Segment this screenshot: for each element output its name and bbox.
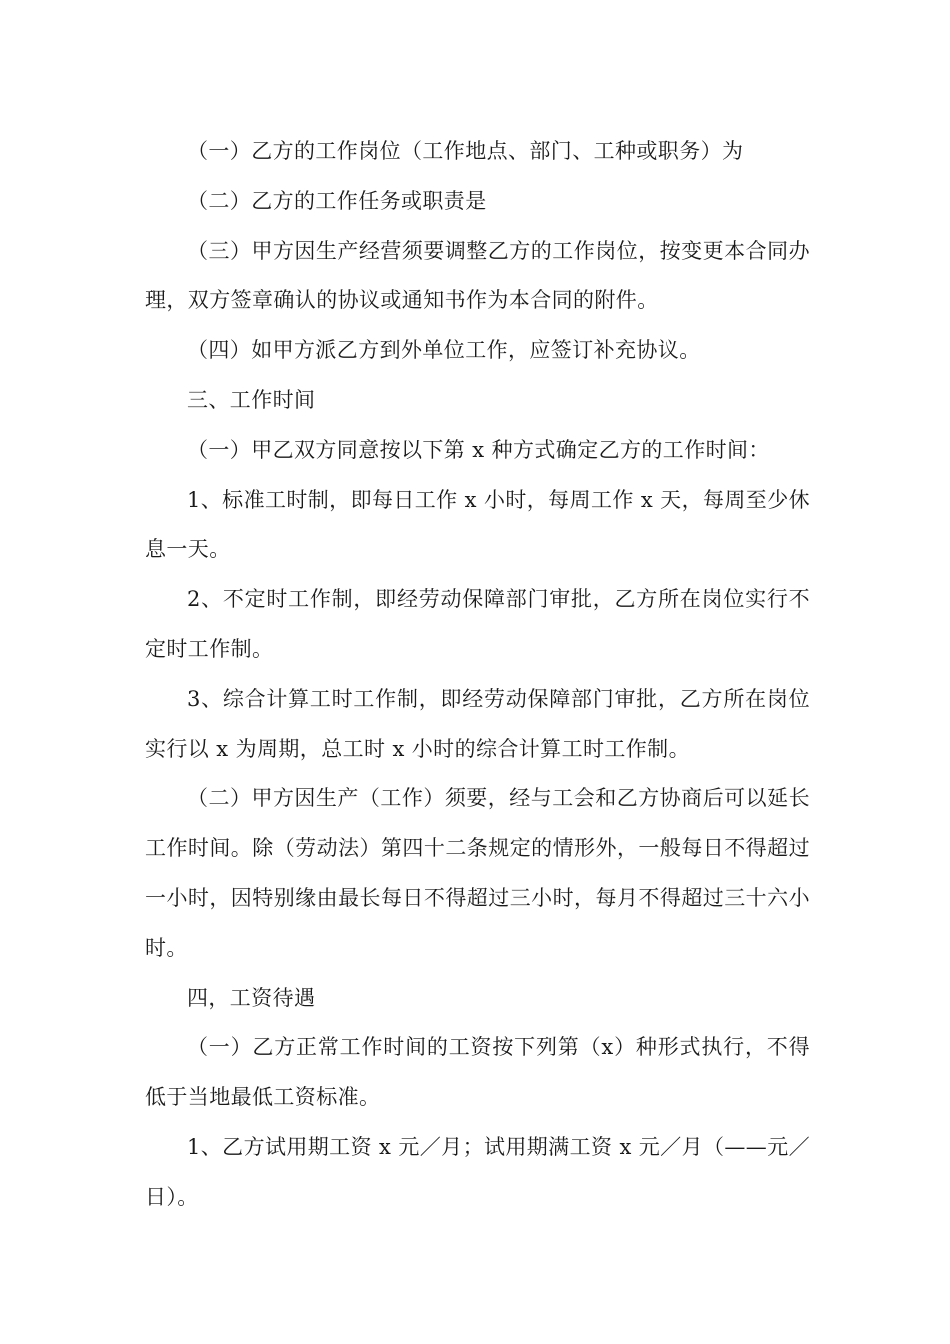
section-heading-wages: 四，工资待遇 (187, 985, 316, 1010)
paragraph-position-adjustment: （三）甲方因生产经营须要调整乙方的工作岗位，按变更本合同办理，双方签章确认的协议或通知书作为本合同的附件。 (145, 238, 810, 313)
paragraph-working-time-method: （一）甲乙双方同意按以下第 x 种方式确定乙方的工作时间： (187, 437, 770, 462)
paragraph-job-duties: （二）乙方的工作任务或职责是 (187, 188, 487, 213)
paragraph-job-position: （一）乙方的工作岗位（工作地点、部门、工种或职务）为 (187, 139, 744, 163)
section-heading-working-hours: 三、工作时间 (187, 387, 316, 412)
paragraph-standard-hours: 1、标准工时制，即每日工作 x 小时，每周工作 x 天，每周至少休息一天。 (145, 487, 810, 562)
paragraph-overtime: （二）甲方因生产（工作）须要，经与工会和乙方协商后可以延长工作时间。除（劳动法）第四十二条规定的情形外，一般每日不得超过一小时，因特别缘由最长每日不得超过三小时，每月不得超过三十六小时。 (145, 786, 810, 960)
paragraph-comprehensive-hours: 3、综合计算工时工作制，即经劳动保障部门审批，乙方所在岗位实行以 x 为周期，总工时 x 小时的综合计算工时工作制。 (145, 686, 810, 761)
paragraph-external-assignment: （四）如甲方派乙方到外单位工作，应签订补充协议。 (187, 338, 701, 363)
paragraph-probation-wage: 1、乙方试用期工资 x 元／月；试用期满工资 x 元／月（——元／日）。 (145, 1134, 810, 1209)
document-body (145, 127, 810, 1223)
paragraph-flexible-hours: 2、不定时工作制，即经劳动保障部门审批，乙方所在岗位实行不定时工作制。 (145, 587, 810, 661)
paragraph-wage-form: （一）乙方正常工作时间的工资按下列第（x）种形式执行，不得低于当地最低工资标准。 (145, 1035, 810, 1110)
